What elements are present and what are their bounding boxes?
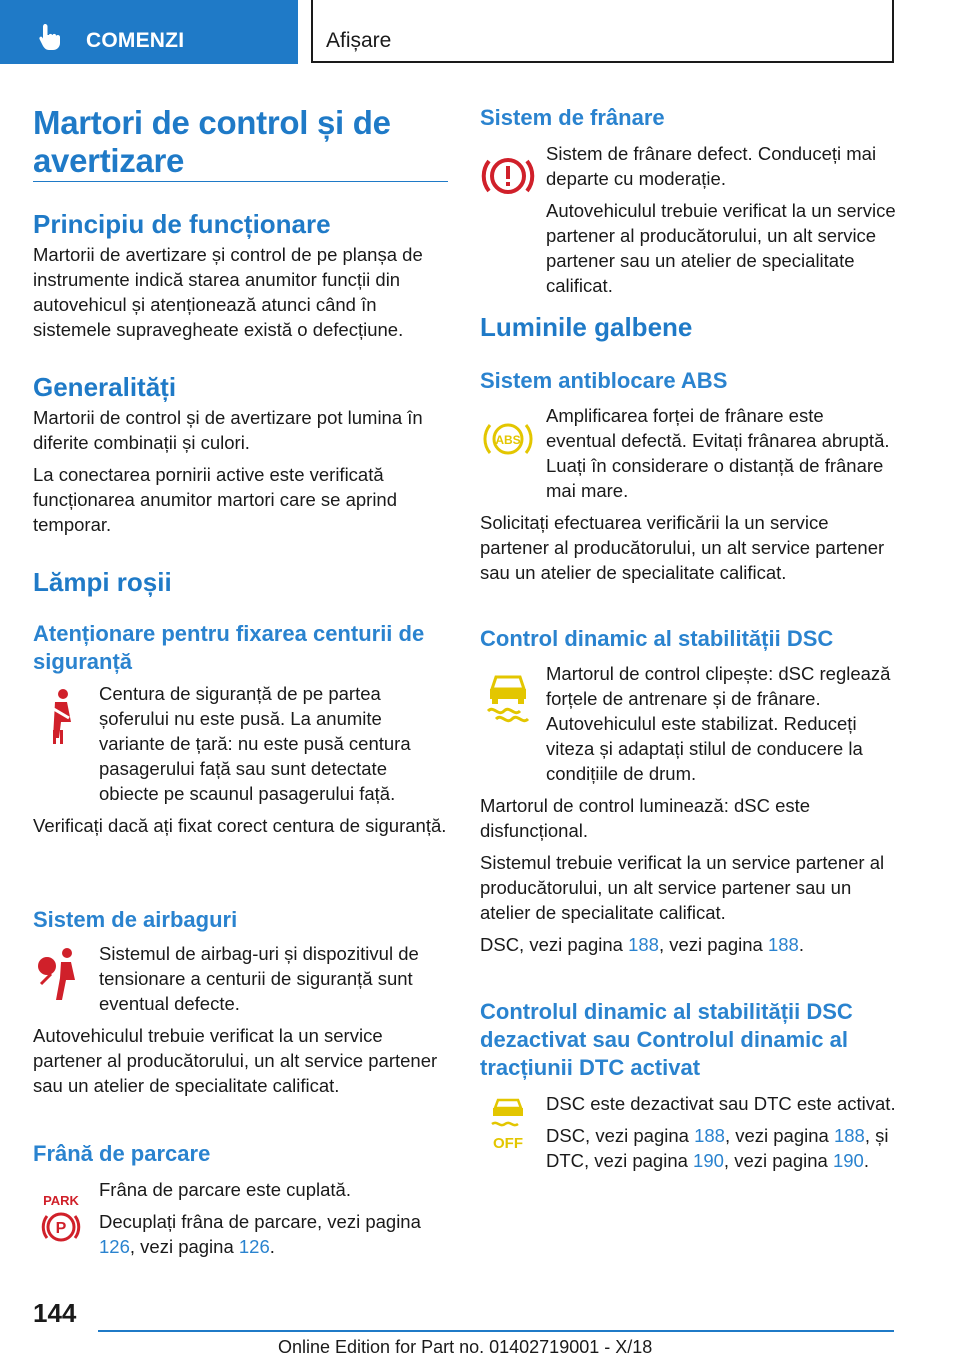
parking-brake-section [33, 1140, 448, 1259]
airbag-warning-icon [33, 944, 89, 1004]
parking-brake-heading: Frână de parcare [33, 1141, 211, 1166]
parking-text-a: Decuplați frâna de parcare, vezi pagina [99, 1211, 421, 1232]
airbag-text-1: Sistemul de airbag-uri și dispozitivul de tensionare a centurii de siguranță sunt eventual defecte. [99, 943, 419, 1014]
general-text-2: La conectarea pornirii active este verificată funcționarea anumitor martori care se aprind temporar. [33, 464, 398, 535]
dsc-off-ref-e: . [863, 1150, 869, 1171]
abs-icon-label: ABS [495, 433, 521, 447]
dsc-off-ref-c: , și DTC, vezi pagina [546, 1125, 889, 1171]
belt-text-1: Centura de siguranță de pe partea șoferului nu este pusă. La anumite variante de țară: nu este pusă centura pasagerului față sau sunt detectate obiecte pe scaunul pasagerului față. [99, 683, 411, 804]
page-ref-link[interactable]: 188 [767, 934, 799, 955]
dsc-off-text-1: DSC este dezactivat sau DTC este activat. [546, 1093, 896, 1114]
dsc-heading: Control dinamic al stabilității DSC [480, 626, 834, 651]
brake-text-1: Sistem de frânare defect. Conduceți mai departe cu moderație. [546, 143, 877, 189]
parking-brake-text-2 [33, 1209, 448, 1259]
page-ref-link[interactable]: 190 [693, 1150, 724, 1171]
abs-heading: Sistem antiblocare ABS [480, 368, 728, 393]
chapter-tab [0, 0, 298, 64]
seatbelt-warning-icon [33, 686, 89, 746]
parking-text-b: , vezi pagina [129, 1236, 239, 1257]
page-header [0, 0, 960, 66]
chapter-tab-label: COMENZI [86, 29, 185, 52]
brake-system-heading: Sistem de frânare [480, 105, 665, 130]
general-section [33, 372, 448, 537]
dsc-off-section [480, 998, 896, 1173]
belt-text-2: Verificați dacă ați fixat corect centura de siguranță. [33, 815, 447, 836]
abs-warning-icon [480, 409, 536, 469]
title-rule [33, 181, 448, 182]
page-title: Martori de control și de avertizare [33, 104, 391, 179]
dsc-off-ref-text [480, 1123, 896, 1173]
page-ref-link[interactable]: 188 [694, 1125, 725, 1146]
page-ref-link[interactable]: 188 [628, 934, 659, 955]
brake-warning-icon [480, 146, 536, 206]
parking-brake-icon [33, 1190, 89, 1250]
belt-heading: Atenționare pentru fixarea centurii de siguranță [33, 621, 425, 674]
airbag-text-2: Autovehiculul trebuie verificat la un service partener al producătorului, un alt service partener sau un atelier de specialitate calificat. [33, 1025, 438, 1096]
airbag-section [33, 906, 448, 1098]
dsc-off-ref-b: , vezi pagina [724, 1125, 834, 1146]
page-ref-link[interactable]: 126 [238, 1236, 270, 1257]
abs-text-1: Amplificarea forței de frânare este eventual defectă. Evitați frânarea abruptă. Luați în considerare o distanță de frânare mai mare. [546, 405, 890, 501]
abs-section [480, 367, 896, 585]
dsc-ref-b: , vezi pagina [658, 934, 768, 955]
dsc-ref-text [480, 932, 896, 957]
dsc-section [480, 625, 896, 957]
footer-rule [98, 1330, 894, 1332]
brake-system-section [480, 104, 896, 298]
page-ref-link[interactable]: 190 [832, 1150, 864, 1171]
dsc-off-ref-d: , vezi pagina [723, 1150, 833, 1171]
off-icon-label: OFF [493, 1135, 523, 1152]
red-lamps-section [33, 567, 448, 597]
principle-heading: Principiu de funcționare [33, 209, 331, 239]
dsc-ref-c: . [798, 934, 804, 955]
principle-text: Martorii de avertizare și control de pe planșa de instrumente indică starea anumitor funcții din autovehicul și atenționează atunci când în sistemele supravegheate există o defecțiune. [33, 244, 423, 340]
parking-text-c: . [269, 1236, 275, 1257]
belt-section [33, 620, 448, 838]
page-title-block [33, 104, 448, 180]
yellow-lamps-heading: Luminile galbene [480, 312, 693, 342]
general-heading: Generalități [33, 372, 177, 402]
red-lamps-heading: Lămpi roșii [33, 567, 172, 597]
dsc-ref-a: DSC, vezi pagina [480, 934, 629, 955]
park-icon-label: PARK [43, 1193, 79, 1208]
dsc-off-ref-a: DSC, vezi pagina [546, 1125, 695, 1146]
page-number: 144 [33, 1298, 77, 1328]
parking-brake-text-1: Frâna de parcare este cuplată. [99, 1179, 351, 1200]
section-tab [311, 0, 894, 63]
hand-pointer-icon [36, 22, 66, 52]
page-ref-link[interactable]: 188 [833, 1125, 865, 1146]
abs-text-2: Solicitați efectuarea verificării la un service partener al producătorului, un alt service partener sau un atelier de specialitate calificat. [480, 512, 885, 583]
dsc-text-3: Sistemul trebuie verificat la un service partener al producătorului, un alt service partener sau un atelier de specialitate calificat. [480, 852, 885, 923]
dsc-off-heading: Controlul dinamic al stabilității DSC dezactivat sau Controlul dinamic al tracțiunii DTC activat [480, 999, 853, 1080]
page-ref-link[interactable]: 126 [99, 1236, 130, 1257]
dsc-text-2: Martorul de control luminează: dSC este disfuncțional. [480, 795, 811, 841]
yellow-lamps-section [480, 312, 896, 342]
dsc-off-icon [480, 1096, 536, 1156]
general-text-1: Martorii de control și de avertizare pot lumina în diferite combinații și culori. [33, 407, 423, 453]
footer-edition: Online Edition for Part no. 01402719001 - X/18 [278, 1337, 653, 1357]
airbag-heading: Sistem de airbaguri [33, 907, 238, 932]
p-icon-label: P [55, 1220, 67, 1237]
dsc-text-1: Martorul de control clipește: dSC reglează forțele de antrenare și de frânare. Autovehiculul este stabilizat. Reduceți viteza și adaptați stilul de conducere la condițiile de drum. [546, 663, 891, 784]
principle-section [33, 209, 448, 342]
dsc-warning-icon [480, 667, 536, 727]
brake-text-2: Autovehiculul trebuie verificat la un service partener al producătorului, un alt service partener sau un atelier de specialitate calificat. [546, 200, 896, 296]
section-tab-label: Afișare [326, 29, 392, 52]
